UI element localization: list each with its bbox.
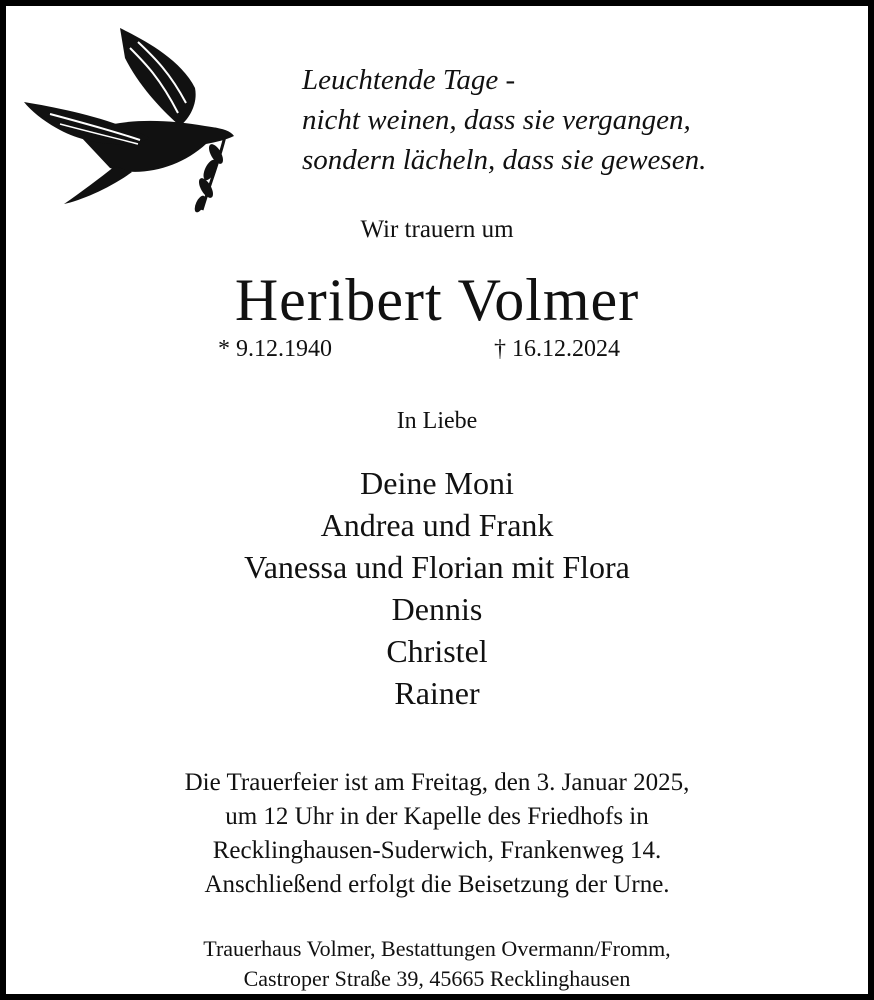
- dove-with-olive-branch-icon: [20, 18, 250, 218]
- birth-date: * 9.12.1940: [218, 336, 332, 362]
- funeral-service-info: [6, 766, 868, 902]
- service-line: Anschließend erfolgt die Beisetzung der Urne.: [204, 871, 670, 898]
- poem: [302, 60, 822, 180]
- mourners-list: [6, 462, 868, 714]
- mourner-name: Dennis: [391, 591, 483, 627]
- service-line: Die Trauerfeier ist am Freitag, den 3. Januar 2025,: [184, 769, 690, 796]
- in-love-line: In Liebe: [396, 408, 478, 434]
- mourner-name: Andrea und Frank: [320, 507, 554, 543]
- poem-line: Leuchtende Tage -: [302, 64, 516, 96]
- deceased-name: Heribert Volmer: [234, 267, 640, 333]
- service-line: Recklinghausen-Suderwich, Frankenweg 14.: [212, 837, 662, 864]
- address-line: Castroper Straße 39, 45665 Recklinghausen: [243, 966, 631, 991]
- mourning-intro: Wir trauern um: [360, 216, 514, 243]
- poem-line: sondern lächeln, dass sie gewesen.: [302, 144, 707, 176]
- address-line: Trauerhaus Volmer, Bestattungen Overmann/Fromm,: [203, 936, 671, 961]
- mourning-address: [6, 934, 868, 994]
- death-date: † 16.12.2024: [494, 336, 620, 362]
- life-dates: [6, 336, 868, 366]
- mourner-name: Deine Moni: [360, 465, 514, 501]
- mourner-name: Christel: [386, 633, 488, 669]
- poem-line: nicht weinen, dass sie vergangen,: [302, 104, 691, 136]
- mourner-name: Rainer: [394, 675, 480, 711]
- service-line: um 12 Uhr in der Kapelle des Friedhofs in: [225, 803, 649, 830]
- mourner-name: Vanessa und Florian mit Flora: [244, 549, 630, 585]
